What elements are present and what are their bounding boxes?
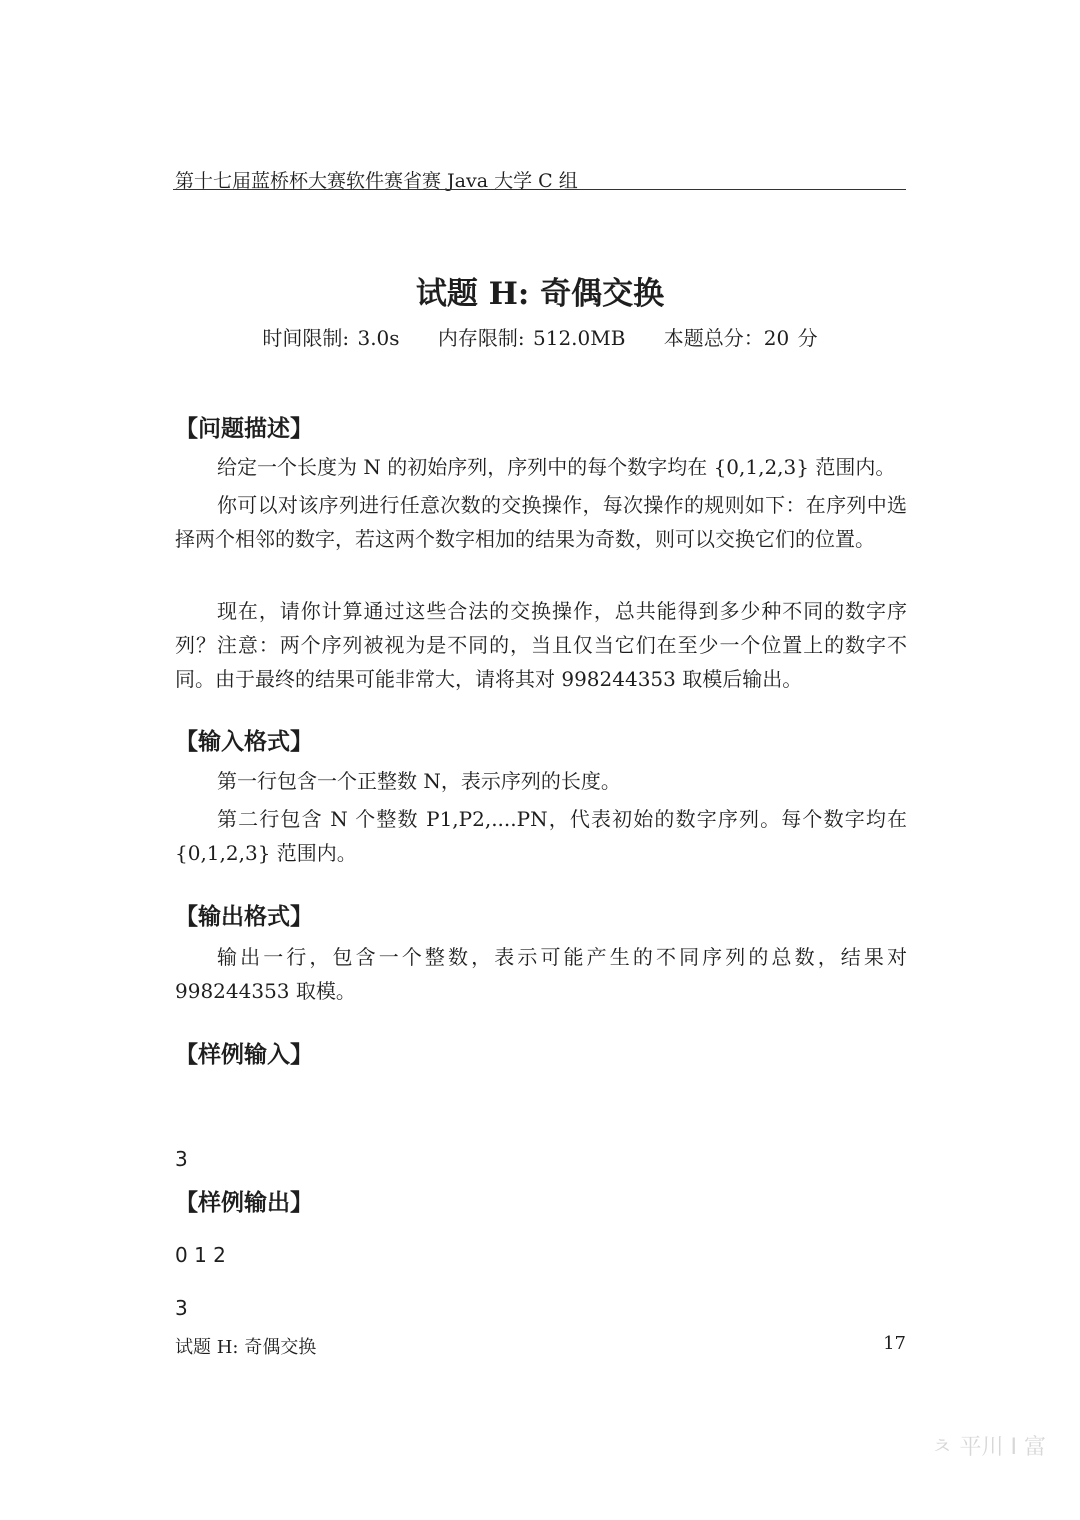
output-format-heading: 【输出格式】 — [175, 904, 313, 930]
watermark: ㅊ 平川 I 富 — [931, 1435, 1046, 1460]
sample-output-heading: 【样例输出】 — [175, 1190, 313, 1216]
footer-title: 试题 H: 奇偶交换 — [175, 1337, 317, 1358]
memory-limit: 内存限制: 512.0MB — [437, 326, 626, 350]
time-limit: 时间限制: 3.0s — [262, 326, 400, 350]
running-header: 第十七届蓝桥杯大赛软件赛省赛 Java 大学 C 组 — [175, 170, 578, 192]
header-divider — [173, 189, 906, 190]
description-paragraph-1: 给定一个长度为 N 的初始序列，序列中的每个数字均在 {0,1,2,3} 范围内。 — [217, 455, 896, 479]
sample-input-line: 0 1 2 — [175, 1243, 226, 1267]
description-paragraph-2: 你可以对该序列进行任意次数的交换操作，每次操作的规则如下：在序列中选择两个相邻的数字，若这两个数字相加的结果为奇数，则可以交换它们的位置。 — [175, 493, 907, 551]
input-format-paragraph-1: 第一行包含一个正整数 N，表示序列的长度。 — [217, 769, 621, 793]
page-number: 17 — [883, 1333, 906, 1354]
input-format-heading: 【输入格式】 — [175, 729, 313, 755]
sample-output-line: 3 — [175, 1296, 188, 1320]
page-title: 试题 H: 奇偶交换 — [415, 276, 665, 312]
total-score: 本题总分：20 分 — [663, 326, 818, 350]
output-format-paragraph: 输出一行，包含一个整数，表示可能产生的不同序列的总数，结果对 998244353 取模。 — [175, 945, 907, 1003]
sample-input-heading: 【样例输入】 — [175, 1042, 313, 1068]
description-paragraph-3: 现在，请你计算通过这些合法的交换操作，总共能得到多少种不同的数字序列？注意：两个序列被视为是不同的，当且仅当它们在至少一个位置上的数字不同。由于最终的结果可能非常大，请将其对 998244353 取模后输出。 — [175, 599, 907, 691]
description-heading: 【问题描述】 — [175, 416, 313, 442]
input-format-paragraph-2: 第二行包含 N 个整数 P1,P2,....PN，代表初始的数字序列。每个数字均在 {0,1,2,3} 范围内。 — [175, 807, 907, 865]
sample-input-line: 3 — [175, 1147, 188, 1171]
limits-line — [0, 322, 1080, 351]
